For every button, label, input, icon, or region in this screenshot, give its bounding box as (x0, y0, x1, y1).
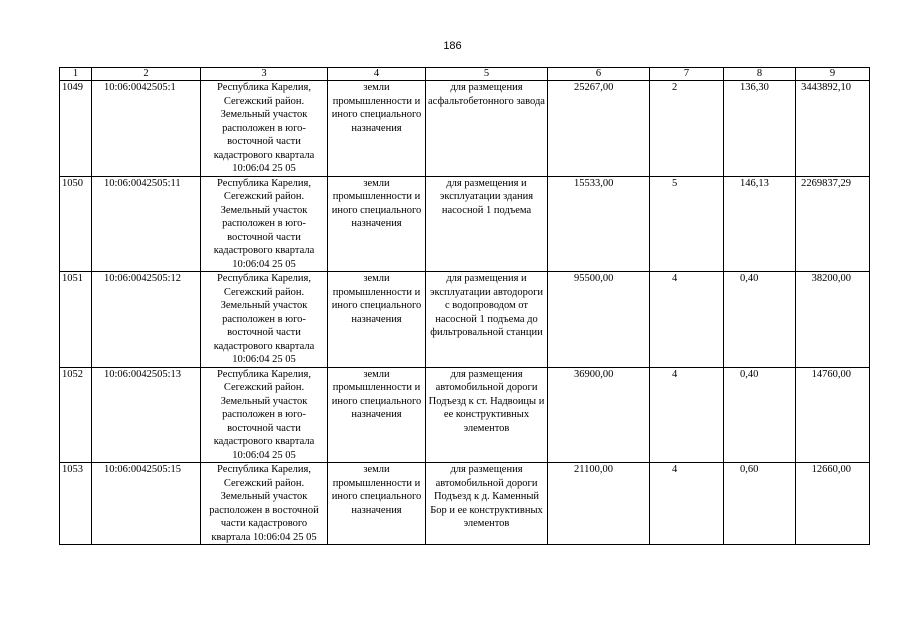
column-header: 5 (426, 68, 548, 81)
cadastral-value: 3443892,10 (796, 81, 870, 177)
location-description: Республика Карелия, Сегежский район. Земельный участок расположен в юго-восточной части кадастрового квартала 10:06:04 25 05 (201, 176, 328, 272)
group-number: 5 (650, 176, 724, 272)
area-value: 95500,00 (548, 272, 650, 368)
area-value: 36900,00 (548, 367, 650, 463)
land-category: земли промышленности и иного специального назначения (328, 367, 426, 463)
area-value: 21100,00 (548, 463, 650, 545)
cadastral-number: 10:06:0042505:1 (92, 81, 201, 177)
row-number: 1053 (60, 463, 92, 545)
row-number: 1052 (60, 367, 92, 463)
specific-value: 0,40 (724, 272, 796, 368)
location-description: Республика Карелия, Сегежский район. Земельный участок расположен в юго-восточной части кадастрового квартала 10:06:04 25 05 (201, 81, 328, 177)
column-header: 2 (92, 68, 201, 81)
cadastral-number: 10:06:0042505:11 (92, 176, 201, 272)
specific-value: 136,30 (724, 81, 796, 177)
location-description: Республика Карелия, Сегежский район. Земельный участок расположен в восточной части кадастрового квартала 10:06:04 25 05 (201, 463, 328, 545)
column-header: 7 (650, 68, 724, 81)
cadastral-number: 10:06:0042505:12 (92, 272, 201, 368)
cadastral-value: 38200,00 (796, 272, 870, 368)
specific-value: 0,60 (724, 463, 796, 545)
location-description: Республика Карелия, Сегежский район. Земельный участок расположен в юго-восточной части кадастрового квартала 10:06:04 25 05 (201, 367, 328, 463)
cadastral-number: 10:06:0042505:15 (92, 463, 201, 545)
column-header: 8 (724, 68, 796, 81)
group-number: 4 (650, 463, 724, 545)
table-row (60, 272, 870, 368)
area-value: 15533,00 (548, 176, 650, 272)
row-number: 1049 (60, 81, 92, 177)
land-category: земли промышленности и иного специального назначения (328, 463, 426, 545)
specific-value: 0,40 (724, 367, 796, 463)
permitted-use: для размещения и эксплуатации здания насосной 1 подъема (426, 176, 548, 272)
cadastral-register-table (59, 67, 870, 545)
group-number: 4 (650, 272, 724, 368)
land-category: земли промышленности и иного специального назначения (328, 81, 426, 177)
specific-value: 146,13 (724, 176, 796, 272)
table-row (60, 81, 870, 177)
column-header: 1 (60, 68, 92, 81)
cadastral-value: 12660,00 (796, 463, 870, 545)
cadastral-value: 14760,00 (796, 367, 870, 463)
permitted-use: для размещения автомобильной дороги Подъезд к д. Каменный Бор и ее конструктивных элементов (426, 463, 548, 545)
location-description: Республика Карелия, Сегежский район. Земельный участок расположен в юго-восточной части кадастрового квартала 10:06:04 25 05 (201, 272, 328, 368)
column-header: 4 (328, 68, 426, 81)
cadastral-value: 2269837,29 (796, 176, 870, 272)
page-number: 186 (443, 40, 462, 52)
cadastral-number: 10:06:0042505:13 (92, 367, 201, 463)
column-header: 3 (201, 68, 328, 81)
group-number: 4 (650, 367, 724, 463)
permitted-use: для размещения автомобильной дороги Подъезд к ст. Надвоицы и ее конструктивных элементов (426, 367, 548, 463)
permitted-use: для размещения и эксплуатации автодороги с водопроводом от насосной 1 подъема до фильтровальной станции (426, 272, 548, 368)
row-number: 1050 (60, 176, 92, 272)
column-header: 9 (796, 68, 870, 81)
column-number-header-row (60, 68, 870, 81)
permitted-use: для размещения асфальтобетонного завода (426, 81, 548, 177)
row-number: 1051 (60, 272, 92, 368)
area-value: 25267,00 (548, 81, 650, 177)
land-category: земли промышленности и иного специального назначения (328, 176, 426, 272)
land-category: земли промышленности и иного специального назначения (328, 272, 426, 368)
group-number: 2 (650, 81, 724, 177)
column-header: 6 (548, 68, 650, 81)
table-row (60, 367, 870, 463)
table-row (60, 176, 870, 272)
table-row (60, 463, 870, 545)
